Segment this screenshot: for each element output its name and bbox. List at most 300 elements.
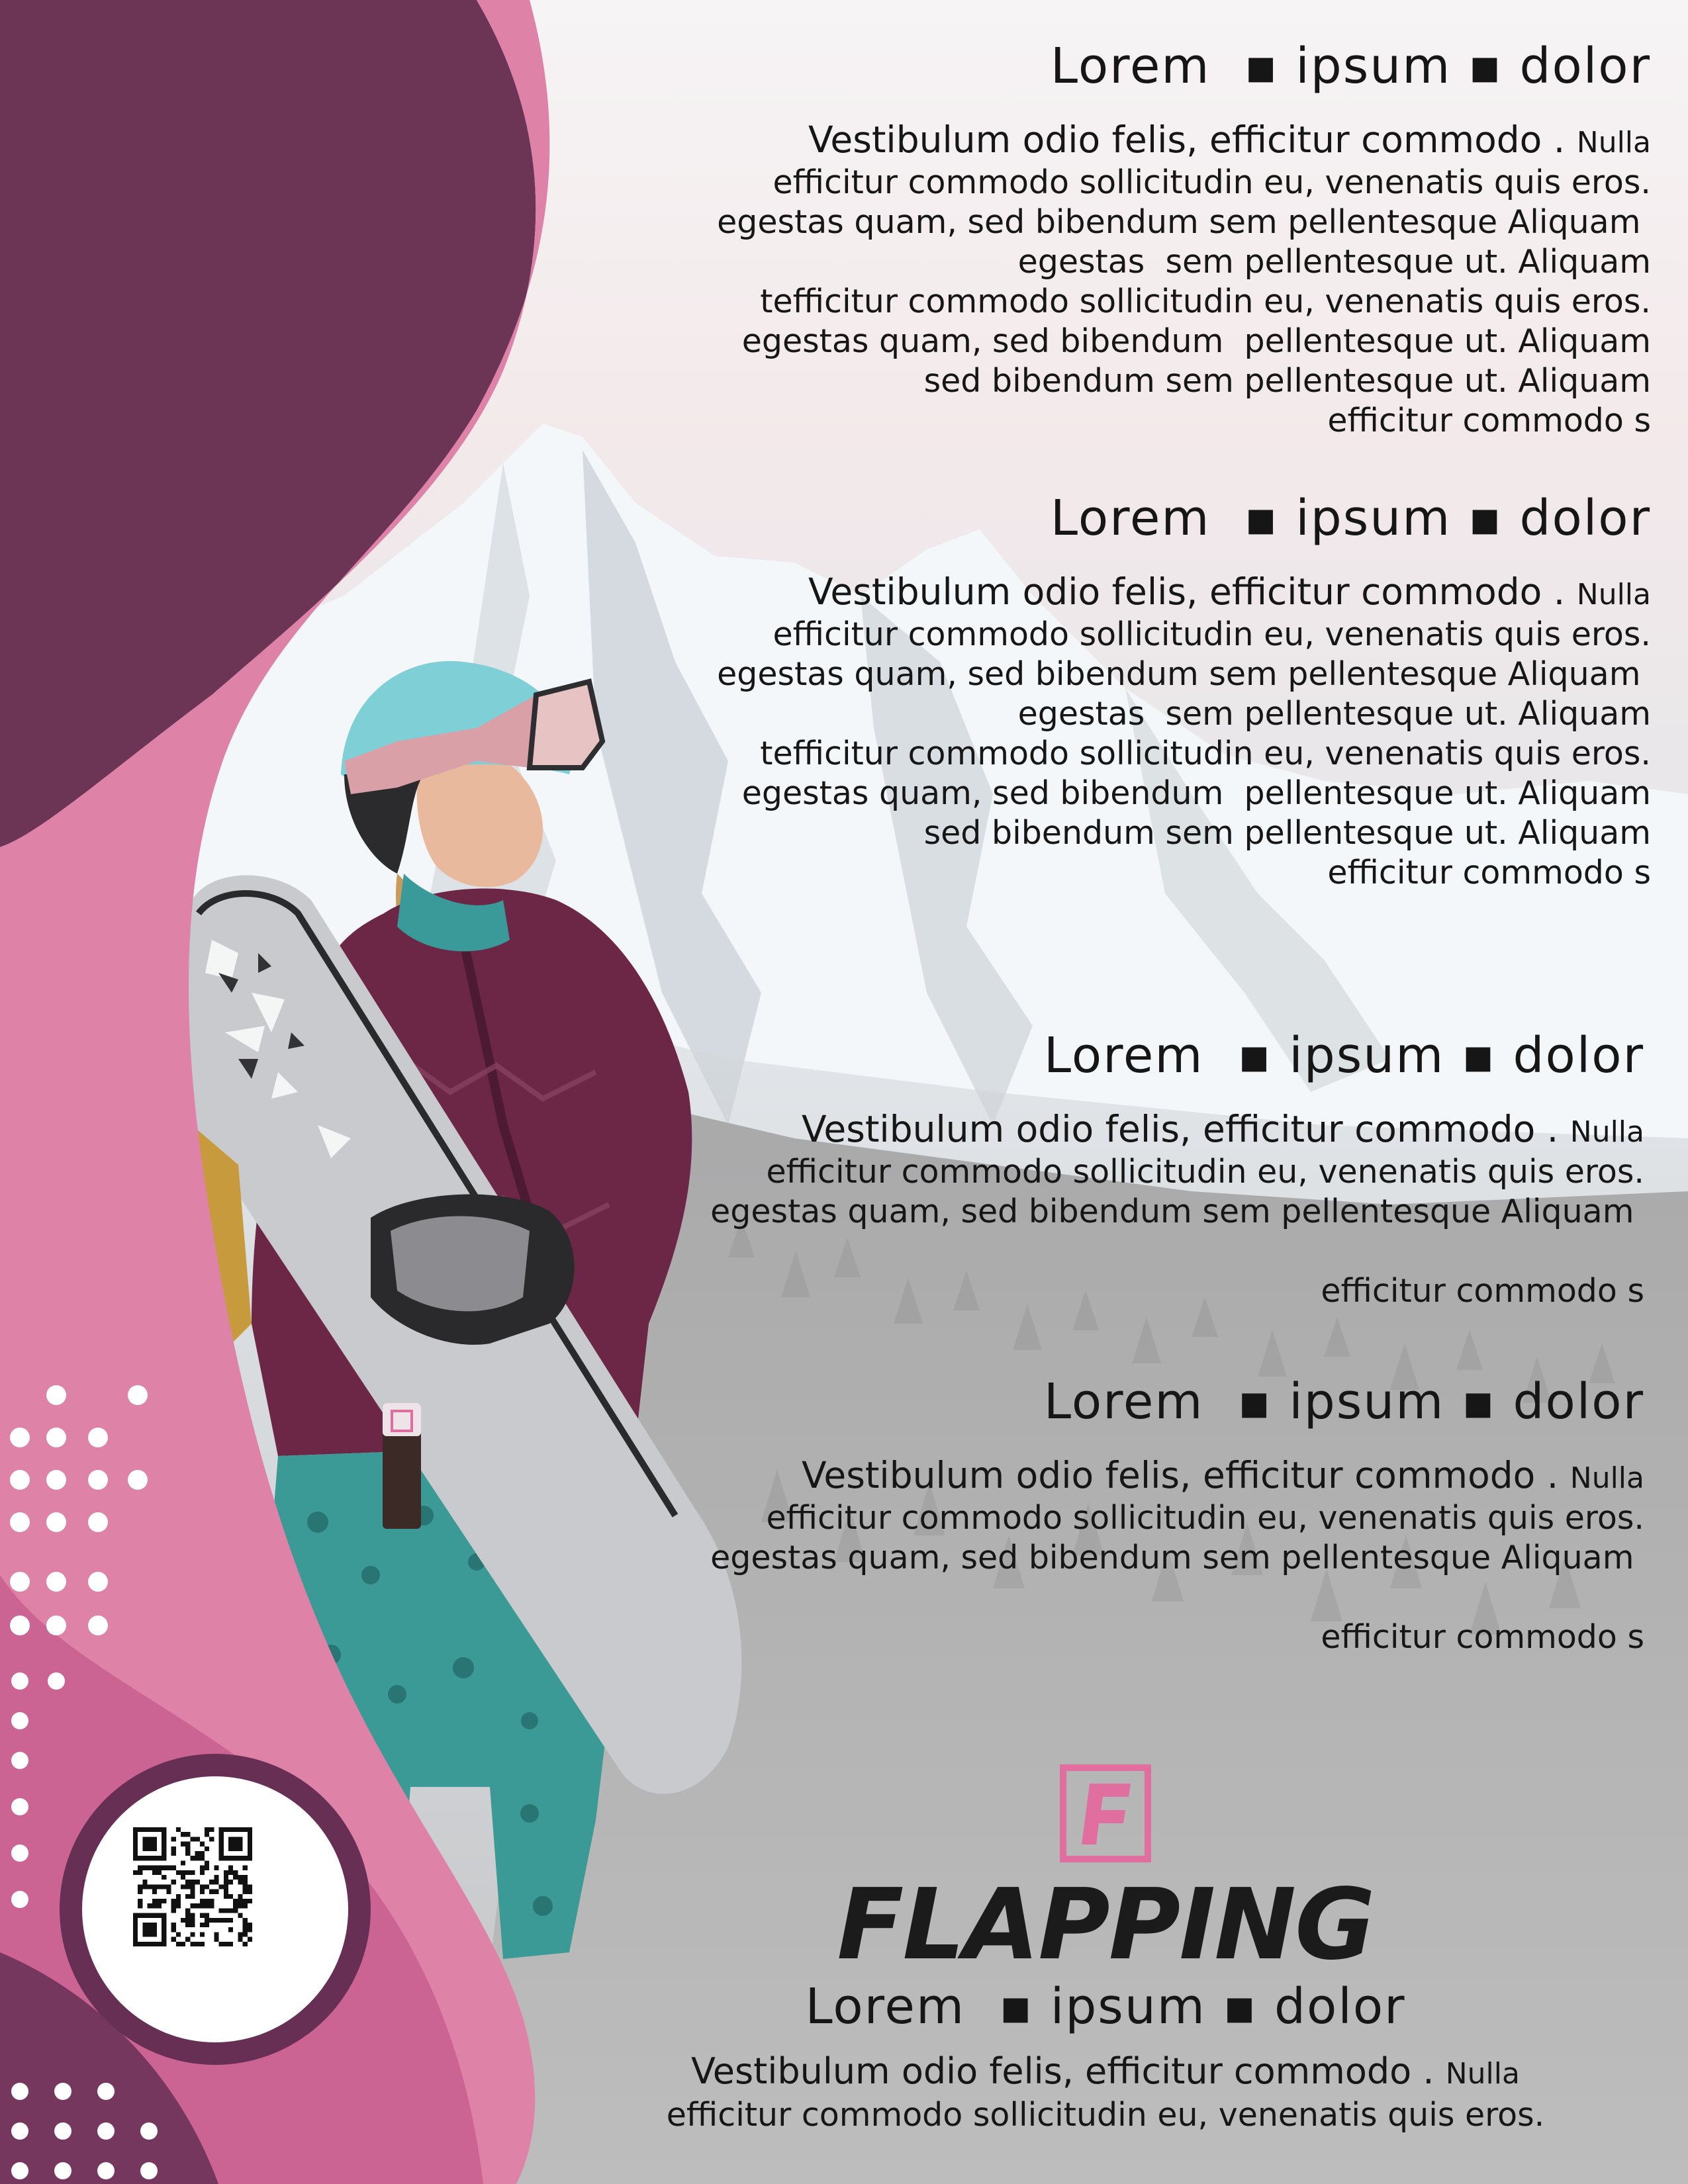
qr-module	[133, 1856, 138, 1860]
qr-module	[190, 1942, 195, 1946]
qr-module	[200, 1870, 205, 1875]
qr-module	[228, 1908, 233, 1913]
qr-module	[148, 1903, 152, 1908]
qr-module	[233, 1846, 238, 1851]
qr-module	[162, 1899, 166, 1903]
qr-module	[200, 1889, 205, 1894]
qr-module	[133, 1937, 138, 1942]
qr-module	[181, 1884, 185, 1889]
qr-module	[205, 1913, 209, 1918]
paragraph-line: tefficitur commodo sollicitudin eu, venenatis quis eros.	[760, 735, 1651, 772]
paragraph-line	[710, 1232, 1644, 1271]
qr-module	[138, 1870, 142, 1875]
qr-module	[238, 1827, 242, 1832]
paragraph-line: sed bibendum sem pellentesque ut. Aliquam	[923, 814, 1651, 852]
qr-module	[224, 1856, 228, 1860]
qr-module	[248, 1937, 252, 1942]
qr-module	[200, 1903, 205, 1908]
qr-module	[248, 1884, 252, 1889]
lead-tail: Nulla	[1570, 1115, 1644, 1149]
qr-module	[238, 1856, 242, 1860]
qr-module	[228, 1870, 233, 1875]
qr-module	[228, 1846, 233, 1851]
qr-module	[224, 1870, 228, 1875]
qr-module	[228, 1880, 233, 1884]
section-paragraph	[717, 120, 1651, 441]
qr-module	[142, 1866, 147, 1870]
qr-module	[209, 1899, 214, 1903]
qr-module	[185, 1851, 190, 1856]
qr-module	[162, 1856, 166, 1860]
qr-module	[214, 1932, 218, 1936]
qr-module	[166, 1866, 171, 1870]
qr-module	[238, 1913, 242, 1918]
section-heading: Lorem ▪ ipsum ▪ dolor	[1050, 38, 1651, 95]
qr-module	[200, 1842, 205, 1846]
qr-module	[152, 1899, 157, 1903]
qr-module	[162, 1937, 166, 1942]
qr-module	[243, 1903, 248, 1908]
paragraph-line: egestas quam, sed bibendum sem pellentesque Aliquam	[710, 1539, 1644, 1576]
qr-module	[195, 1837, 200, 1841]
qr-module	[185, 1832, 190, 1837]
brand-body-line: efficitur commodo sollicitudin eu, venenatis quis eros.	[666, 2096, 1545, 2134]
qr-module	[219, 1837, 224, 1841]
qr-module	[195, 1942, 200, 1946]
qr-module	[224, 1908, 228, 1913]
qr-module	[195, 1856, 200, 1860]
qr-module	[243, 1827, 248, 1832]
lead-text: Vestibulum odio felis, efficitur commodo .	[808, 570, 1577, 613]
qr-module	[152, 1870, 157, 1875]
qr-module	[142, 1927, 147, 1932]
qr-module	[214, 1880, 218, 1884]
qr-module	[166, 1884, 171, 1889]
qr-module	[148, 1846, 152, 1851]
qr-module	[190, 1913, 195, 1918]
qr-module	[162, 1875, 166, 1880]
qr-module	[176, 1942, 181, 1946]
qr-module	[133, 1932, 138, 1936]
qr-module	[190, 1894, 195, 1899]
qr-module	[142, 1932, 147, 1936]
qr-module	[185, 1913, 190, 1918]
qr-module	[157, 1899, 162, 1903]
lead-text: Vestibulum odio felis, efficitur commodo .	[808, 118, 1577, 161]
section-paragraph	[710, 1455, 1644, 1657]
qr-module	[219, 1842, 224, 1846]
qr-module	[233, 1827, 238, 1832]
qr-module	[214, 1889, 218, 1894]
qr-module	[133, 1942, 138, 1946]
qr-code[interactable]	[133, 1827, 252, 1946]
brand-lead-text: Vestibulum odio felis, efficitur commodo .	[691, 2050, 1446, 2092]
qr-module	[142, 1923, 147, 1927]
qr-module	[162, 1932, 166, 1936]
qr-module	[190, 1918, 195, 1923]
qr-module	[209, 1880, 214, 1884]
qr-module	[243, 1889, 248, 1894]
qr-module	[152, 1913, 157, 1918]
qr-module	[219, 1942, 224, 1946]
qr-module	[162, 1884, 166, 1889]
qr-module	[162, 1842, 166, 1846]
qr-module	[248, 1923, 252, 1927]
qr-module	[200, 1866, 205, 1870]
qr-module	[185, 1918, 190, 1923]
qr-module	[133, 1842, 138, 1846]
qr-module	[138, 1903, 142, 1908]
qr-module	[200, 1913, 205, 1918]
brand-lead-line	[635, 2051, 1575, 2095]
qr-module	[233, 1870, 238, 1875]
qr-module	[224, 1889, 228, 1894]
qr-module	[176, 1870, 181, 1875]
qr-module	[200, 1923, 205, 1927]
qr-module	[243, 1875, 248, 1880]
qr-module	[152, 1884, 157, 1889]
qr-module	[248, 1927, 252, 1932]
qr-module	[185, 1923, 190, 1927]
paragraph-line: egestas sem pellentesque ut. Aliquam	[1017, 695, 1651, 733]
paragraph-line: efficitur commodo s	[1321, 1618, 1644, 1656]
qr-module	[166, 1889, 171, 1894]
qr-module	[133, 1870, 138, 1875]
qr-module	[142, 1846, 147, 1851]
qr-module	[219, 1846, 224, 1851]
qr-module	[214, 1937, 218, 1942]
qr-module	[243, 1866, 248, 1870]
paragraph-lead-line	[717, 572, 1651, 615]
qr-module	[162, 1913, 166, 1918]
paragraph-line: efficitur commodo sollicitudin eu, venenatis quis eros.	[773, 163, 1651, 201]
qr-module	[209, 1827, 214, 1832]
qr-module	[152, 1837, 157, 1841]
qr-module	[185, 1884, 190, 1889]
qr-module	[248, 1856, 252, 1860]
qr-module	[142, 1880, 147, 1884]
qr-module	[248, 1899, 252, 1903]
section-paragraph	[710, 1109, 1644, 1311]
qr-module	[243, 1918, 248, 1923]
qr-module	[228, 1837, 233, 1841]
lead-text: Vestibulum odio felis, efficitur commodo .	[802, 1454, 1570, 1496]
qr-module	[162, 1851, 166, 1856]
qr-module	[195, 1851, 200, 1856]
qr-module	[181, 1870, 185, 1875]
qr-module	[157, 1856, 162, 1860]
qr-module	[148, 1884, 152, 1889]
qr-module	[190, 1889, 195, 1894]
qr-module	[162, 1942, 166, 1946]
qr-module	[148, 1942, 152, 1946]
qr-module	[238, 1937, 242, 1942]
qr-module	[157, 1942, 162, 1946]
lead-text: Vestibulum odio felis, efficitur commodo .	[802, 1108, 1570, 1150]
paragraph-line	[710, 1578, 1644, 1617]
qr-module	[181, 1860, 185, 1865]
qr-module	[185, 1880, 190, 1884]
qr-module	[185, 1842, 190, 1846]
qr-module	[190, 1880, 195, 1884]
qr-module	[200, 1851, 205, 1856]
qr-module	[171, 1880, 176, 1884]
qr-module	[171, 1927, 176, 1932]
qr-module	[228, 1856, 233, 1860]
qr-module	[205, 1866, 209, 1870]
qr-module	[142, 1842, 147, 1846]
content-section-2	[717, 488, 1651, 893]
qr-module	[238, 1875, 242, 1880]
qr-module	[162, 1832, 166, 1837]
qr-module	[238, 1903, 242, 1908]
lead-tail: Nulla	[1576, 578, 1651, 612]
qr-module	[152, 1903, 157, 1908]
qr-module	[176, 1899, 181, 1903]
qr-module	[171, 1837, 176, 1841]
qr-module	[205, 1832, 209, 1837]
qr-module	[219, 1884, 224, 1889]
qr-module	[209, 1889, 214, 1894]
paragraph-lead-line	[717, 120, 1651, 163]
qr-module	[224, 1918, 228, 1923]
qr-module	[152, 1827, 157, 1832]
qr-module	[219, 1851, 224, 1856]
qr-module	[162, 1837, 166, 1841]
qr-module	[243, 1923, 248, 1927]
paragraph-line: efficitur commodo s	[1327, 854, 1651, 891]
qr-module	[138, 1899, 142, 1903]
qr-module	[133, 1913, 138, 1918]
qr-module	[214, 1918, 218, 1923]
qr-module	[228, 1927, 233, 1932]
qr-module	[181, 1918, 185, 1923]
paragraph-line: efficitur commodo sollicitudin eu, venenatis quis eros.	[773, 615, 1651, 653]
qr-module	[148, 1856, 152, 1860]
qr-module	[157, 1903, 162, 1908]
qr-module	[181, 1942, 185, 1946]
qr-module	[162, 1918, 166, 1923]
qr-module	[248, 1827, 252, 1832]
qr-module	[142, 1837, 147, 1841]
qr-module	[171, 1899, 176, 1903]
qr-module	[152, 1889, 157, 1894]
qr-module	[224, 1880, 228, 1884]
qr-module	[228, 1918, 233, 1923]
qr-module	[190, 1903, 195, 1908]
qr-module	[214, 1866, 218, 1870]
qr-module	[185, 1846, 190, 1851]
qr-module	[148, 1866, 152, 1870]
paragraph-line: tefficitur commodo sollicitudin eu, venenatis quis eros.	[760, 283, 1651, 320]
qr-module	[248, 1851, 252, 1856]
qr-module	[248, 1889, 252, 1894]
qr-module	[157, 1913, 162, 1918]
qr-module	[233, 1903, 238, 1908]
qr-module	[157, 1827, 162, 1832]
qr-module	[171, 1923, 176, 1927]
paragraph-line: efficitur commodo sollicitudin eu, venenatis quis eros.	[766, 1499, 1644, 1537]
qr-module	[162, 1827, 166, 1832]
qr-module	[219, 1832, 224, 1837]
qr-module	[224, 1827, 228, 1832]
qr-module	[133, 1837, 138, 1841]
qr-module	[248, 1837, 252, 1841]
qr-module	[171, 1937, 176, 1942]
lead-tail: Nulla	[1570, 1461, 1644, 1495]
qr-module	[248, 1846, 252, 1851]
qr-module	[162, 1927, 166, 1932]
qr-module	[133, 1918, 138, 1923]
qr-module	[171, 1851, 176, 1856]
qr-module	[148, 1842, 152, 1846]
qr-module	[190, 1932, 195, 1936]
qr-module	[181, 1832, 185, 1837]
qr-module	[238, 1846, 242, 1851]
qr-module	[185, 1908, 190, 1913]
qr-module	[152, 1923, 157, 1927]
qr-module	[205, 1899, 209, 1903]
qr-module	[238, 1894, 242, 1899]
qr-module	[185, 1894, 190, 1899]
qr-module	[209, 1837, 214, 1841]
qr-module	[205, 1923, 209, 1927]
qr-module	[142, 1913, 147, 1918]
qr-module	[243, 1927, 248, 1932]
qr-module	[219, 1908, 224, 1913]
qr-module	[152, 1942, 157, 1946]
section-heading: Lorem ▪ ipsum ▪ dolor	[1050, 490, 1651, 547]
qr-module	[243, 1932, 248, 1936]
qr-module	[228, 1942, 233, 1946]
qr-module	[228, 1866, 233, 1870]
qr-module	[238, 1842, 242, 1846]
paragraph-lead-line	[710, 1109, 1644, 1152]
paragraph-line: efficitur commodo s	[1321, 1272, 1644, 1310]
qr-module	[233, 1842, 238, 1846]
qr-module	[233, 1908, 238, 1913]
qr-module	[142, 1827, 147, 1832]
qr-module	[195, 1880, 200, 1884]
qr-module	[233, 1837, 238, 1841]
qr-module	[133, 1846, 138, 1851]
qr-module	[243, 1884, 248, 1889]
qr-module	[243, 1942, 248, 1946]
qr-module	[152, 1846, 157, 1851]
qr-module	[200, 1942, 205, 1946]
qr-module	[138, 1866, 142, 1870]
qr-module	[176, 1903, 181, 1908]
qr-module	[148, 1913, 152, 1918]
content-section-3	[710, 1026, 1644, 1311]
paragraph-line: egestas quam, sed bibendum sem pellentesque Aliquam	[717, 655, 1651, 693]
qr-module	[148, 1827, 152, 1832]
paragraph-line: efficitur commodo s	[1327, 402, 1651, 439]
qr-module	[214, 1875, 218, 1880]
qr-module	[219, 1827, 224, 1832]
qr-module	[142, 1884, 147, 1889]
qr-module	[162, 1846, 166, 1851]
brand-block	[635, 1764, 1575, 2136]
qr-module	[228, 1894, 233, 1899]
qr-module	[138, 1884, 142, 1889]
qr-module	[185, 1870, 190, 1875]
qr-module	[195, 1903, 200, 1908]
paragraph-line: egestas quam, sed bibendum pellentesque ut. Aliquam	[741, 774, 1651, 812]
qr-module	[205, 1846, 209, 1851]
qr-module	[190, 1884, 195, 1889]
qr-module	[133, 1851, 138, 1856]
qr-module	[248, 1832, 252, 1837]
qr-module	[181, 1842, 185, 1846]
qr-module	[138, 1889, 142, 1894]
qr-module	[200, 1932, 205, 1936]
qr-module	[157, 1884, 162, 1889]
qr-module	[152, 1842, 157, 1846]
qr-module	[133, 1923, 138, 1927]
qr-module	[176, 1894, 181, 1899]
brand-logo-icon	[1059, 1764, 1152, 1863]
qr-module	[148, 1927, 152, 1932]
qr-module	[138, 1827, 142, 1832]
qr-module	[148, 1923, 152, 1927]
qr-module	[205, 1860, 209, 1865]
lead-tail: Nulla	[1576, 126, 1651, 159]
qr-module	[138, 1856, 142, 1860]
qr-module	[133, 1832, 138, 1837]
paragraph-line: sed bibendum sem pellentesque ut. Aliquam	[923, 362, 1651, 400]
qr-module	[152, 1927, 157, 1932]
section-paragraph	[717, 572, 1651, 893]
qr-module	[238, 1899, 242, 1903]
qr-module	[219, 1918, 224, 1923]
qr-module	[190, 1870, 195, 1875]
qr-module	[133, 1827, 138, 1832]
qr-module	[238, 1837, 242, 1841]
qr-module	[200, 1856, 205, 1860]
qr-module	[238, 1932, 242, 1936]
qr-module	[138, 1942, 142, 1946]
paragraph-line: egestas quam, sed bibendum pellentesque ut. Aliquam	[741, 322, 1651, 360]
qr-module	[200, 1884, 205, 1889]
brand-subtitle: Lorem ▪ ipsum ▪ dolor	[805, 1978, 1406, 2035]
qr-module	[219, 1856, 224, 1860]
qr-module	[228, 1827, 233, 1832]
qr-module	[243, 1880, 248, 1884]
qr-module	[248, 1842, 252, 1846]
qr-module	[224, 1894, 228, 1899]
qr-module	[171, 1846, 176, 1851]
qr-module	[142, 1856, 147, 1860]
qr-module	[190, 1856, 195, 1860]
content-section-4	[710, 1372, 1644, 1657]
paragraph-line: efficitur commodo sollicitudin eu, venenatis quis eros.	[766, 1153, 1644, 1191]
qr-module	[228, 1842, 233, 1846]
qr-module	[157, 1866, 162, 1870]
qr-module	[205, 1903, 209, 1908]
qr-module	[190, 1837, 195, 1841]
qr-module	[200, 1899, 205, 1903]
qr-module	[148, 1932, 152, 1936]
qr-module	[205, 1827, 209, 1832]
qr-module	[152, 1866, 157, 1870]
section-heading: Lorem ▪ ipsum ▪ dolor	[1043, 1027, 1644, 1084]
qr-module	[162, 1866, 166, 1870]
qr-module	[171, 1908, 176, 1913]
qr-module	[148, 1837, 152, 1841]
qr-module	[133, 1927, 138, 1932]
brand-lead-tail: Nulla	[1445, 2057, 1520, 2091]
